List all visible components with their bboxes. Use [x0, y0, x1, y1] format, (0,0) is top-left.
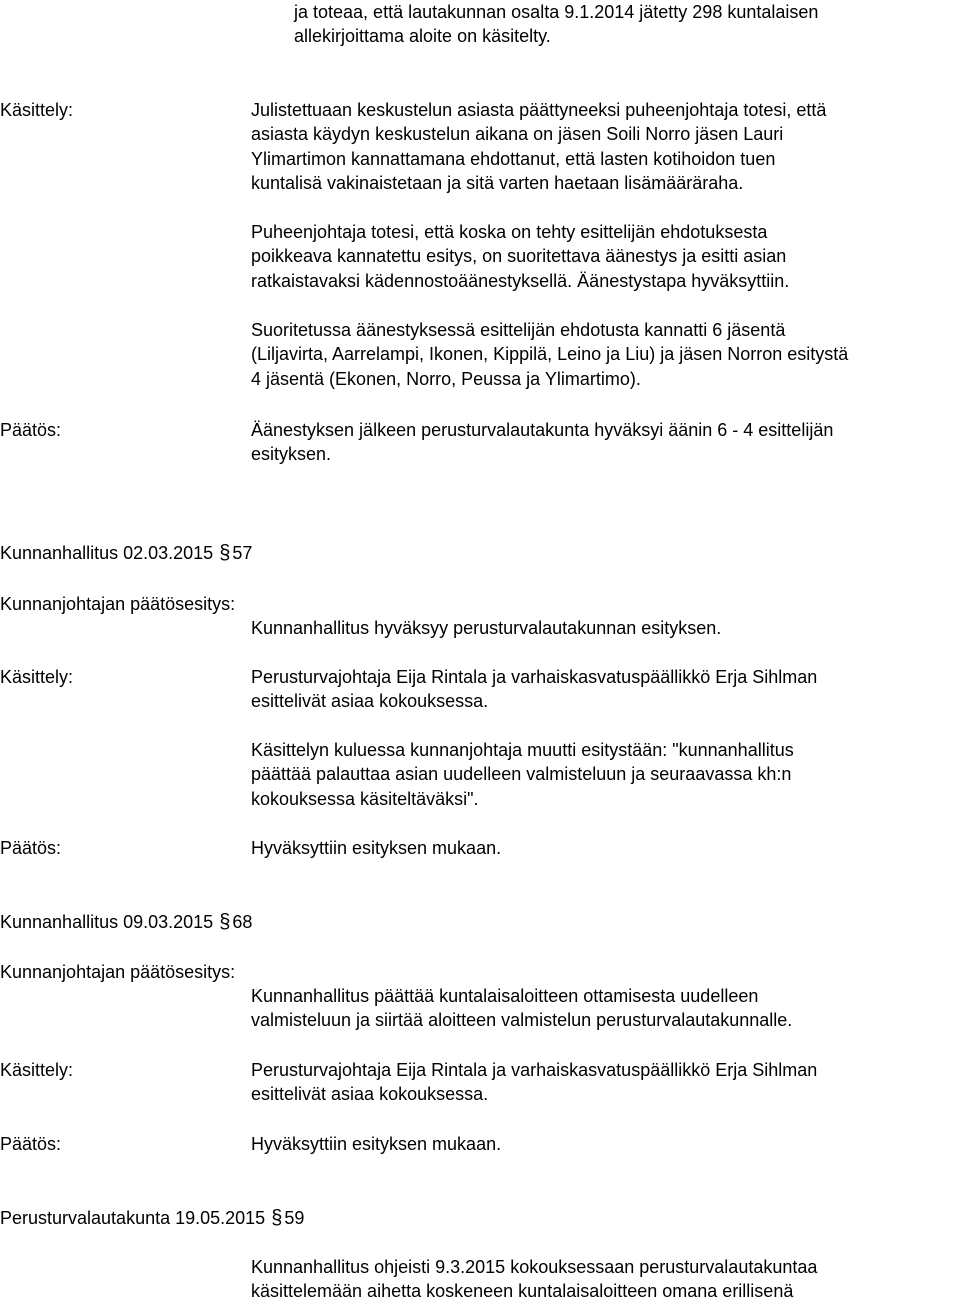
section-number: 68: [232, 912, 253, 932]
kasittely-paragraph: [251, 1058, 817, 1107]
paatos-label: Päätös:: [0, 1134, 62, 1154]
text-line: Ylimartimon kannattamana ehdottanut, että lasten kotihoidon tuen: [251, 148, 776, 169]
section-number: 57: [232, 543, 253, 563]
kasittely-label: Käsittely:: [0, 100, 74, 120]
text-line: asiasta käydyn keskustelun aikana on jäsen Soili Norro jäsen Lauri: [251, 124, 784, 145]
proposal-label: Kunnanjohtajan päätösesitys:: [0, 962, 236, 982]
text-line: kuntalisä vakinaistetaan ja sitä varten haetaan lisämääräraha.: [251, 173, 744, 194]
text-line: ja toteaa, että lautakunnan osalta 9.1.2014 jätetty 298 kuntalaisen: [294, 2, 819, 22]
text-line: 4 jäsentä (Ekonen, Norro, Peussa ja Ylimartimo).: [251, 368, 641, 389]
section-heading: [0, 1206, 304, 1230]
text-line: esittelivät asiaa kokouksessa.: [251, 1084, 489, 1105]
section-heading-title: Kunnanhallitus 09.03.2015: [0, 912, 214, 932]
section-heading-title: Kunnanhallitus 02.03.2015: [0, 543, 214, 563]
text-line: Käsittelyn kuluessa kunnanjohtaja muutti esitystään: "kunnanhallitus: [251, 740, 794, 760]
kasittely-label: Käsittely:: [0, 1060, 74, 1080]
text-line: päättää palauttaa asian uudelleen valmisteluun ja seuraavassa kh:n: [251, 764, 792, 785]
text-line: Perusturvajohtaja Eija Rintala ja varhaiskasvatuspäällikkö Erja Sihlman: [251, 1060, 818, 1080]
proposal-label: Kunnanjohtajan päätösesitys:: [0, 594, 236, 614]
section-sign: §: [219, 542, 231, 564]
top-paragraph: [294, 0, 818, 49]
proposal-text: [251, 984, 792, 1033]
section-heading: [0, 910, 252, 934]
kasittely-label: Käsittely:: [0, 667, 74, 687]
kasittely-paragraph: [251, 738, 794, 811]
section-heading-title: Perusturvalautakunta 19.05.2015: [0, 1208, 266, 1228]
paatos-label: Päätös:: [0, 420, 62, 440]
text-line: käsittelemään aihetta koskeneen kuntalaisaloitteen omana erillisenä: [251, 1281, 794, 1302]
text-line: Kunnanhallitus ohjeisti 9.3.2015 kokouksessaan perusturvalautakuntaa: [251, 1257, 818, 1277]
text-line: Kunnanhallitus päättää kuntalaisaloitteen ottamisesta uudelleen: [251, 986, 759, 1006]
section-number: 59: [284, 1208, 305, 1228]
text-line: valmisteluun ja siirtää aloitteen valmistelun perusturvalautakunnalle.: [251, 1010, 793, 1031]
text-line: allekirjoittama aloite on käsitelty.: [294, 26, 551, 47]
kasittely-paragraph: [251, 220, 789, 293]
text-line: Äänestyksen jälkeen perusturvalautakunta hyväksyi äänin 6 - 4 esittelijän: [251, 420, 834, 440]
section-text: [251, 1255, 817, 1304]
text-line: Perusturvajohtaja Eija Rintala ja varhaiskasvatuspäällikkö Erja Sihlman: [251, 667, 818, 687]
kasittely-paragraph: [251, 665, 817, 714]
paatos-text: [251, 418, 833, 467]
kasittely-paragraph: [251, 318, 848, 391]
section-sign: §: [219, 911, 231, 933]
text-line: kokouksessa käsiteltäväksi".: [251, 788, 479, 809]
paatos-label: Päätös:: [0, 838, 62, 858]
text-line: Kunnanhallitus hyväksyy perusturvalautakunnan esityksen.: [251, 618, 722, 638]
text-line: Julistettuaan keskustelun asiasta päättyneeksi puheenjohtaja totesi, että: [251, 100, 827, 120]
text-line: Puheenjohtaja totesi, että koska on tehty esittelijän ehdotuksesta: [251, 222, 768, 242]
text-line: esityksen.: [251, 444, 332, 465]
text-line: ratkaistavaksi kädennostoäänestyksellä. Äänestystapa hyväksyttiin.: [251, 270, 790, 291]
paatos-text: Hyväksyttiin esityksen mukaan.: [251, 838, 502, 858]
proposal-text: [251, 616, 721, 640]
kasittely-paragraph: [251, 98, 826, 196]
paatos-text: Hyväksyttiin esityksen mukaan.: [251, 1134, 502, 1154]
section-sign: §: [271, 1207, 283, 1229]
text-line: Suoritetussa äänestyksessä esittelijän ehdotusta kannatti 6 jäsentä: [251, 320, 786, 340]
text-line: esittelivät asiaa kokouksessa.: [251, 691, 489, 712]
text-line: (Liljavirta, Aarrelampi, Ikonen, Kippilä, Leino ja Liu) ja jäsen Norron esitystä: [251, 344, 849, 365]
text-line: poikkeava kannatettu esitys, on suoritettava äänestys ja esitti asian: [251, 246, 787, 267]
section-heading: [0, 541, 252, 565]
